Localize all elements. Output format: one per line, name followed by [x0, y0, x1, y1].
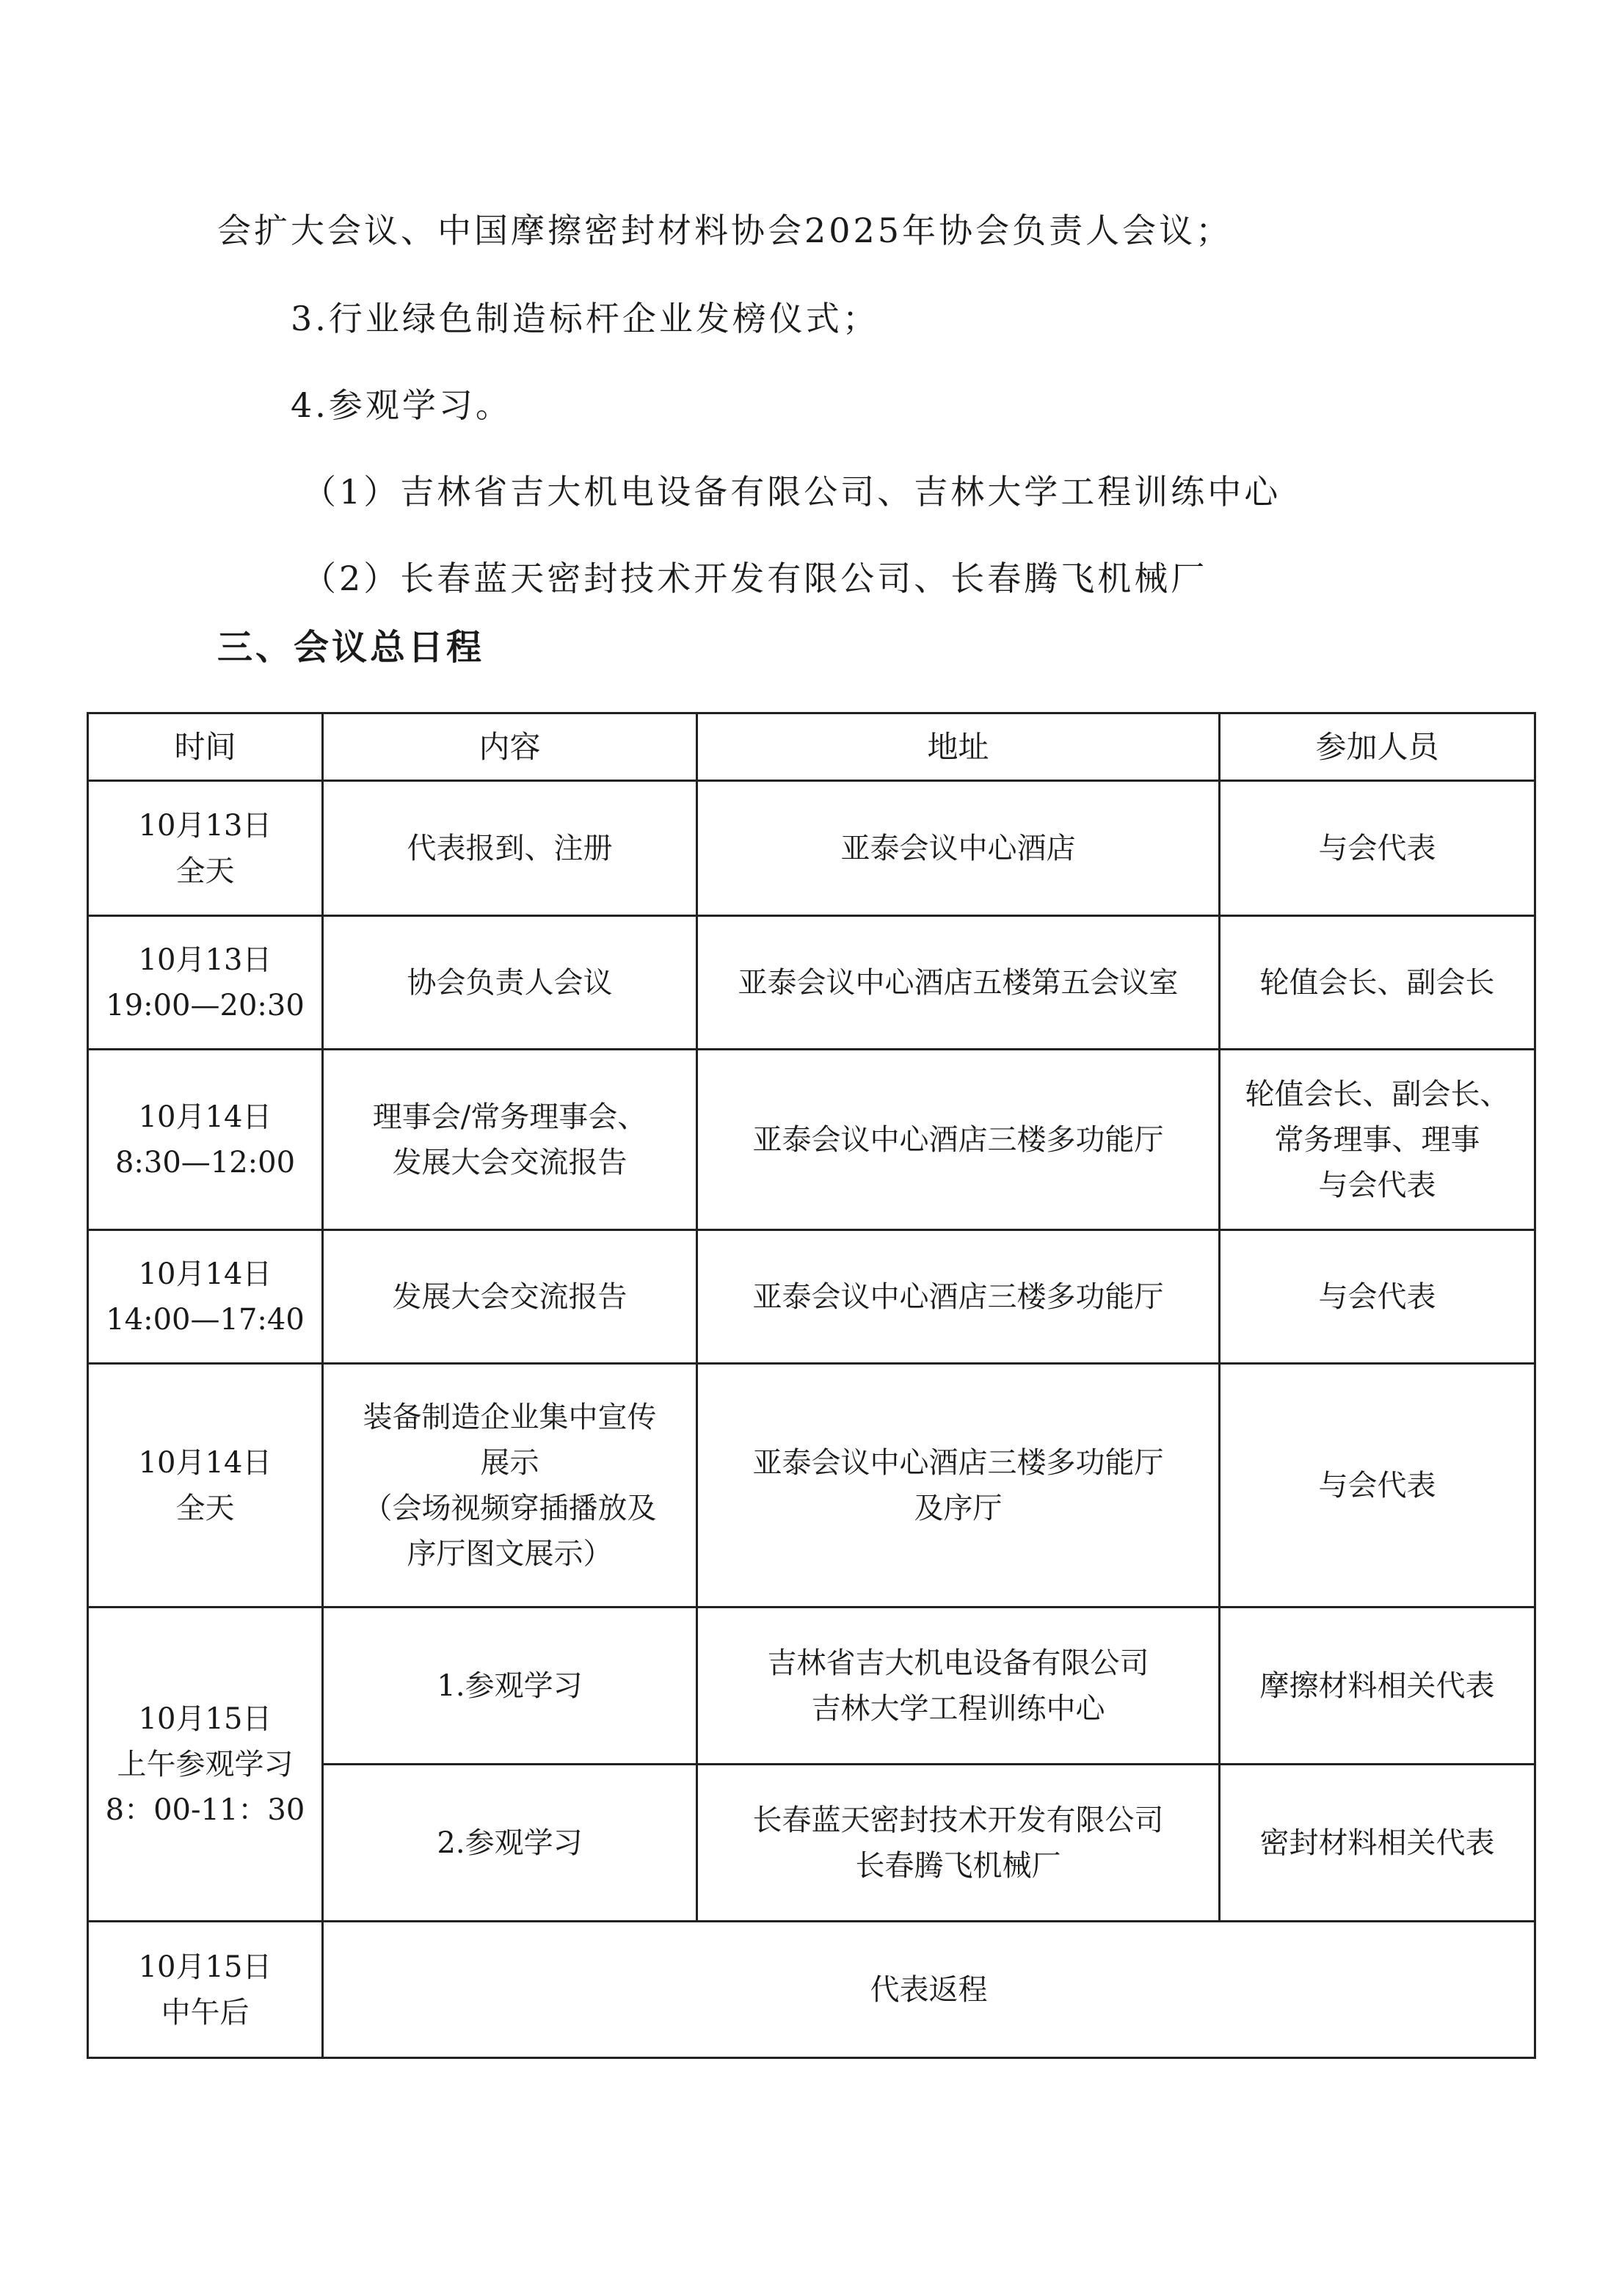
paragraph-4: （1）吉林省吉大机电设备有限公司、吉林大学工程训练中心	[302, 472, 1281, 512]
people-cell	[1220, 1230, 1535, 1364]
table-row	[88, 1607, 1535, 1765]
time-cell	[88, 1364, 323, 1607]
cell-line: 2.参观学习	[437, 1825, 583, 1860]
people-cell	[1220, 1364, 1535, 1607]
cell-line: 全天	[175, 854, 235, 888]
time-cell	[88, 1922, 323, 2058]
cell-line: 代表返程	[870, 1972, 988, 2007]
cell-line: 10月15日	[138, 1950, 272, 1984]
cell-line: 密封材料相关代表	[1259, 1825, 1495, 1860]
address-cell	[697, 916, 1220, 1050]
content-cell	[323, 1922, 1535, 2058]
time-cell	[88, 916, 323, 1050]
paragraph-3: 4.参观学习。	[291, 385, 512, 425]
cell-line: 10月14日	[138, 1100, 272, 1134]
table-row	[88, 1364, 1535, 1607]
cell-line: 序厅图文展示）	[407, 1536, 613, 1571]
people-cell	[1220, 1607, 1535, 1765]
cell-line: 10月14日	[138, 1257, 272, 1291]
cell-line: （会场视频穿插播放及	[363, 1491, 657, 1525]
time-cell	[88, 1050, 323, 1230]
cell-line: 与会代表	[1318, 1279, 1436, 1314]
section-heading: 三、会议总日程	[217, 627, 485, 668]
time-cell	[88, 1230, 323, 1364]
cell-line: 与会代表	[1318, 1468, 1436, 1503]
cell-line: 长春腾飞机械厂	[855, 1848, 1061, 1883]
people-cell	[1220, 1050, 1535, 1230]
cell-line: 10月13日	[138, 808, 272, 843]
table-row	[88, 916, 1535, 1050]
cell-line: 理事会/常务理事会、	[372, 1100, 647, 1134]
address-cell	[697, 1765, 1220, 1922]
cell-line: 与会代表	[1318, 1168, 1436, 1202]
cell-line: 1.参观学习	[437, 1668, 583, 1703]
time-cell	[88, 1607, 323, 1922]
cell-line: 发展大会交流报告	[392, 1145, 627, 1180]
address-cell	[697, 1607, 1220, 1765]
header-people: 参加人员	[1220, 713, 1535, 781]
header-time: 时间	[88, 713, 323, 781]
content-cell	[323, 1230, 697, 1364]
paragraph-1: 会扩大会议、中国摩擦密封材料协会2025年协会负责人会议；	[217, 211, 1233, 250]
cell-line: 轮值会长、副会长、	[1245, 1077, 1510, 1111]
cell-line: 全天	[175, 1491, 235, 1525]
content-cell	[323, 916, 697, 1050]
cell-line: 亚泰会议中心酒店三楼多功能厅	[752, 1122, 1164, 1157]
cell-line: 亚泰会议中心酒店五楼第五会议室	[738, 965, 1179, 1000]
cell-line: 中午后	[161, 1995, 250, 2030]
cell-line: 常务理事、理事	[1274, 1122, 1480, 1157]
people-cell	[1220, 1765, 1535, 1922]
content-cell	[323, 1364, 697, 1607]
cell-line: 长春蓝天密封技术开发有限公司	[752, 1803, 1164, 1837]
table-row	[88, 1050, 1535, 1230]
cell-line: 14:00—17:40	[106, 1302, 305, 1337]
cell-line: 发展大会交流报告	[392, 1279, 627, 1314]
table-body	[88, 781, 1535, 2058]
table-row	[88, 1922, 1535, 2058]
cell-line: 亚泰会议中心酒店三楼多功能厅	[752, 1445, 1164, 1480]
cell-line: 8:30—12:00	[114, 1145, 296, 1180]
cell-line: 8：00-11：30	[105, 1792, 305, 1827]
content-cell	[323, 1607, 697, 1765]
cell-line: 摩擦材料相关代表	[1259, 1668, 1495, 1703]
cell-line: 吉林省吉大机电设备有限公司	[767, 1646, 1149, 1680]
table-row	[88, 1230, 1535, 1364]
cell-line: 亚泰会议中心酒店三楼多功能厅	[752, 1279, 1164, 1314]
address-cell	[697, 781, 1220, 916]
cell-line: 与会代表	[1318, 831, 1436, 865]
cell-line: 10月13日	[138, 942, 272, 977]
header-content: 内容	[323, 713, 697, 781]
cell-line: 展示	[480, 1445, 539, 1480]
table-row	[88, 781, 1535, 916]
people-cell	[1220, 916, 1535, 1050]
cell-line: 吉林大学工程训练中心	[811, 1691, 1105, 1726]
cell-line: 协会负责人会议	[407, 965, 613, 1000]
schedule-table	[87, 712, 1536, 2059]
table-header-row	[88, 713, 1535, 781]
content-cell	[323, 1050, 697, 1230]
address-cell	[697, 1230, 1220, 1364]
cell-line: 装备制造企业集中宣传	[363, 1400, 657, 1434]
cell-line: 10月14日	[138, 1445, 272, 1480]
content-cell	[323, 781, 697, 916]
address-cell	[697, 1050, 1220, 1230]
paragraph-5: （2）长春蓝天密封技术开发有限公司、长春腾飞机械厂	[302, 559, 1208, 598]
time-cell	[88, 781, 323, 916]
cell-line: 10月15日	[138, 1701, 272, 1736]
cell-line: 轮值会长、副会长	[1259, 965, 1495, 1000]
cell-line: 上午参观学习	[117, 1747, 294, 1781]
address-cell	[697, 1364, 1220, 1607]
cell-line: 代表报到、注册	[407, 831, 613, 865]
content-cell	[323, 1765, 697, 1922]
cell-line: 亚泰会议中心酒店	[840, 831, 1076, 865]
paragraph-2: 3.行业绿色制造标杆企业发榜仪式；	[291, 299, 879, 338]
cell-line: 及序厅	[914, 1491, 1003, 1525]
cell-line: 19:00—20:30	[106, 988, 305, 1022]
header-address: 地址	[697, 713, 1220, 781]
people-cell	[1220, 781, 1535, 916]
